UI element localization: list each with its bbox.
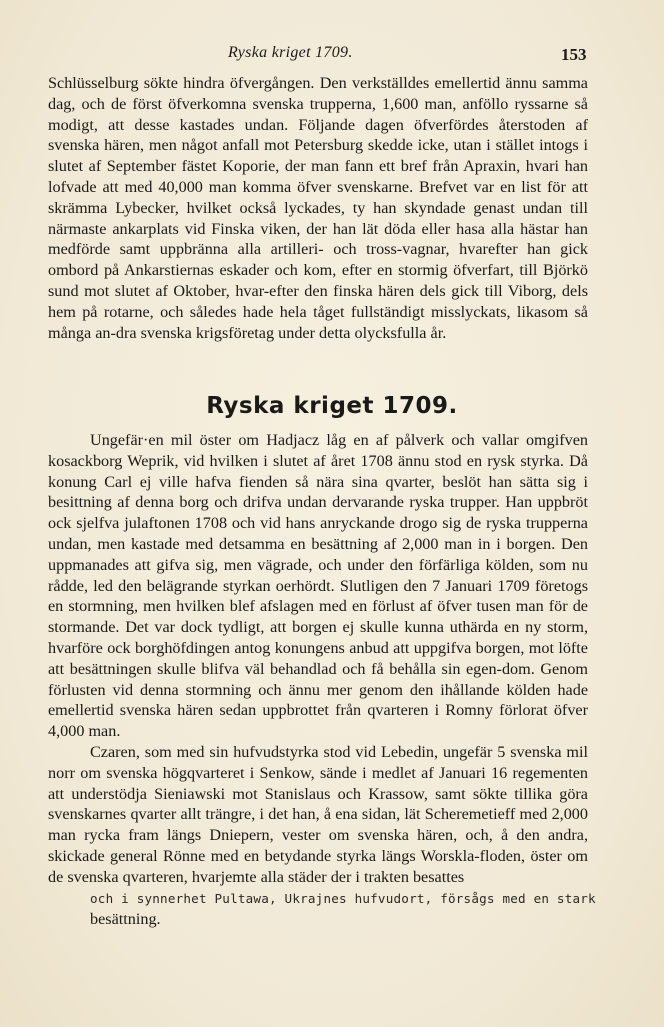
paragraph-czaren-text: Czaren, som med sin hufvudstyrka stod vid Lebedin, ungefär 5 svenska mil norr om svenska högqvarteret i Senkow, sände i medlet af Januari 16 regementen att understödja Sieniawski mot Stanislaus och Krassow, samt sökte tillika göra svenskarnes qvarter allt trängre, i det han, å ena sidan, lät Scheremetieff med 2,000 man rycka fram längs Dniepern, vester om svenska hären, och, å den andra, skickade general Rönne med en betydande styrka längs Worskla-floden, öster om de svenska qvarteren, hvarjemte alla städer der i trakten besattes [48,742,588,886]
page-number: 153 [561,45,587,64]
paragraph-continuation: Schlüsselburg sökte hindra öfvergången. Den verkställdes emellertid ännu samma dag, och de först öfverkomna svenska trupperna, 1,600 man, anföllo ryssarne så modigt, att desse kastades undan. Följande dagen öfverfördes återstoden af svenska hären, men något anfall mot Petersburg skedde icke, utan i stället intogs i slutet af September fästet Koporie, der man fann ett bref från Apraxin, hvari han lofvade att med 40,000 man komma öfver svenskarne. Brefvet var en list för att skrämma Lybecker, hvilket också lyckades, ty han skyndade genast undan till närmaste ankarplats vid Finska viken, der han lät döda eller hasa alla hästar han medförde samt uppbränna alla artilleri- och tross-vagnar, hvarefter han gick ombord på Ankarstiernas eskader och kom, efter en stormig öfverfart, till Björkö sund mot slutet af Oktober, hvar-efter den finska hären dels gick till Viborg, dels hem på rotarne, och således hade hela tåget fullständigt misslyckats, likasom så många an-dra svenska krigsföretag under detta olycksfulla år. [48,74,588,342]
paragraph-czaren-tail: besättning. [90,910,161,929]
section-heading: Ryska kriget 1709. [206,393,458,419]
text-block-continuation [48,73,588,343]
paragraph-czaren-faint-line: och i synnerhet Pultawa, Ukrajnes hufvudort, försågs med en stark [90,890,596,906]
paragraph-weprik: Ungefär·en mil öster om Hadjacz låg en af pålverk och vallar omgifven kosackborg Weprik, vid hvilken i slutet af året 1708 ännu stod en rysk styrka. Då konung Carl ej ville hafva fienden så nära sina qvarter, beslöt han sätta sig i besittning af denna borg och drifva undan dervarande ryska trupper. Han uppbröt ock sjelfva julaftonen 1708 och vid hans anryckande drogo sig de ryska trupperna undan, men kastade med detsamma en besättning af 2,000 man in i borgen. Den uppmanades att gifva sig, men vägrade, och under den förfärliga kölden, som nu rådde, led den belägrande styrkan oerhördt. Slutligen den 7 Januari 1709 företogs en stormning, men hvilken blef afslagen med en förlust af öfver tusen man för de stormande. Det var dock tydligt, att borgen ej skulle kunna uthärda en ny storm, hvarföre ock borghöfdingen antog konungens anbud att uppgifva borgen, mot löfte att besättningen skulle blifva väl behandlad och få behålla sin egen-dom. Genom förlusten vid denna stormning och ännu mer genom den ihållande kölden hade emellertid svenska hären sedan uppbrottet från qvarteren i Romny förlorat öfver 4,000 man. [48,431,588,741]
running-title: Ryska kriget 1709. [228,44,353,61]
paragraph-czaren [48,742,596,930]
text-block-section [48,430,596,930]
running-head [0,44,664,66]
